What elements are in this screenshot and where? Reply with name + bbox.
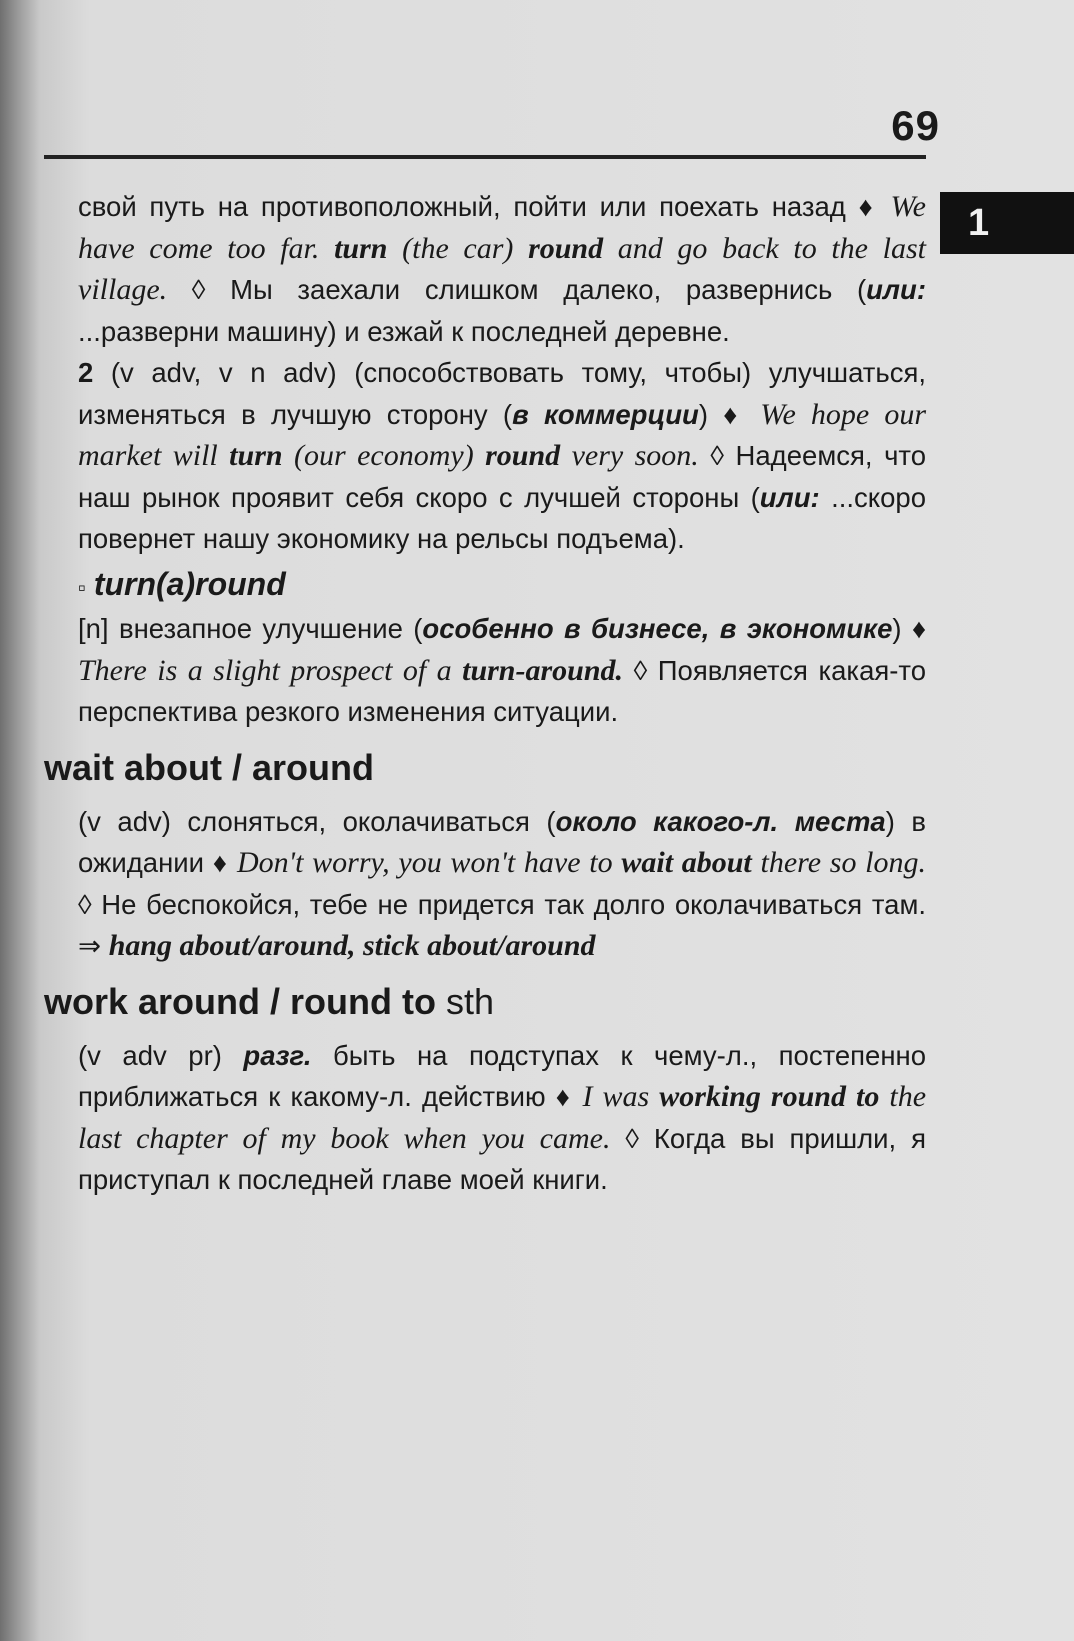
subentry-definition: [n] внезапное улучшение (особенно в бизнесе, в экономике) ♦ There is a slight prospect of a turn-around. ◊ Появляется какая-то перспектива резкого изменения ситуации. [78, 613, 926, 727]
header-rule [44, 155, 926, 159]
example-sentence: Don't worry, you won't have to wait about there so long. [237, 846, 926, 879]
cross-reference: hang about/around, stick about/around [108, 929, 596, 962]
headword-work-around: work around / round to sth [44, 980, 495, 1022]
page-number: 69 [891, 102, 940, 149]
entry-work-around: (v adv pr) разг. быть на подступах к чему-л., постепенно приближаться к какому-л. действию ♦ I was working round to the last chapter of my book when you came. ◊ Когда вы пришли, я приступал к последней главе моей книги. [78, 1039, 927, 1195]
translation-text: ◊ Мы заехали слишком далеко, развернись ( [167, 274, 867, 305]
entry-continuation: свой путь на противоположный, пойти или поехать назад ♦ We have come too far. turn (the car) round and go back to the last village. ◊ Мы заехали слишком далеко, развернись (или: ...разверни машину) и езжай к последней деревне. [78, 190, 927, 347]
example-sentence: We have come too far. turn (the car) round and go back to the last village. [78, 190, 927, 306]
subentry-turnaround: ▫ turn(a)round [78, 565, 286, 602]
headword-wait-about: wait about / around [44, 746, 374, 788]
chapter-tab: 1 [940, 192, 1074, 254]
example-sentence: We hope our market will turn (our economy) round very soon. [78, 397, 926, 472]
definition-text: свой путь на противоположный, пойти или поехать назад ♦ [78, 191, 891, 222]
square-marker-icon: ▫ [78, 574, 86, 600]
sense-number: 2 [78, 357, 94, 388]
entry-wait-about: (v adv) слоняться, околачиваться (около какого-л. места) в ожидании ♦ Don't worry, you won't have to wait about there so long. ◊ Не беспокойся, тебе не придется так долго околачиваться там. ⇒ hang about/around, stick about/around [78, 805, 926, 962]
dictionary-content [44, 186, 926, 1201]
example-sentence: There is a slight prospect of a turn-around. [78, 653, 624, 687]
sense-2: 2 (v adv, v n adv) (способствовать тому, чтобы) улучшаться, изменяться в лучшую сторону (в коммерции) ♦ We hope our market will turn (our economy) round very soon. ◊ Надеемся, что наш рынок проявит себя скоро с лучшей стороны (или: ...скоро повернет нашу экономику на рельсы подъема). [78, 357, 926, 554]
example-sentence: I was working round to the last chapter of my book when you came. [78, 1080, 927, 1155]
